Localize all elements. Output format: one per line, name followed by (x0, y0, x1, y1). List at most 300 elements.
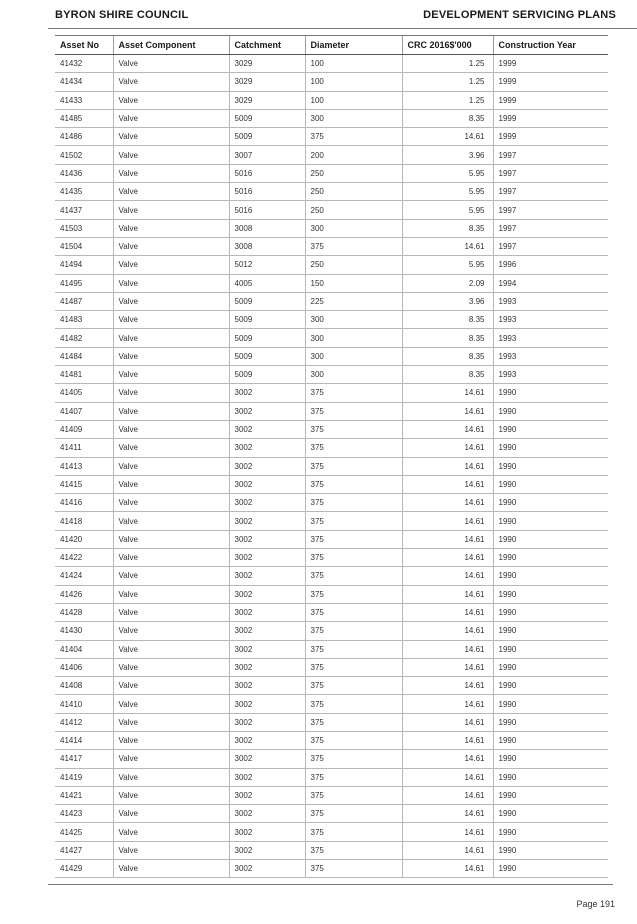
construction-year-cell: 1993 (493, 329, 608, 347)
asset-no-cell: 41486 (55, 128, 113, 146)
construction-year-cell: 1990 (493, 731, 608, 749)
diameter-cell: 375 (305, 860, 402, 878)
catchment-cell: 3002 (229, 402, 305, 420)
table-row (55, 860, 608, 878)
table-row (55, 475, 608, 493)
table-header-row (55, 36, 608, 55)
crc-cell: 14.61 (402, 786, 493, 804)
table-row (55, 512, 608, 530)
construction-year-cell: 1990 (493, 786, 608, 804)
catchment-cell: 3002 (229, 622, 305, 640)
table-row (55, 841, 608, 859)
column-header-crc: CRC 2016$'000 (402, 36, 493, 55)
table-row (55, 786, 608, 804)
table-row (55, 420, 608, 438)
crc-cell: 1.25 (402, 55, 493, 73)
crc-cell: 5.95 (402, 256, 493, 274)
crc-cell: 14.61 (402, 475, 493, 493)
construction-year-cell: 1997 (493, 219, 608, 237)
construction-year-cell: 1990 (493, 439, 608, 457)
table-row (55, 640, 608, 658)
asset-no-cell: 41483 (55, 311, 113, 329)
diameter-cell: 100 (305, 73, 402, 91)
crc-cell: 14.61 (402, 237, 493, 255)
catchment-cell: 5016 (229, 164, 305, 182)
diameter-cell: 375 (305, 695, 402, 713)
asset-component-cell: Valve (113, 311, 229, 329)
diameter-cell: 300 (305, 219, 402, 237)
column-header-asset-component: Asset Component (113, 36, 229, 55)
asset-component-cell: Valve (113, 329, 229, 347)
diameter-cell: 375 (305, 841, 402, 859)
asset-component-cell: Valve (113, 750, 229, 768)
construction-year-cell: 1990 (493, 768, 608, 786)
crc-cell: 14.61 (402, 677, 493, 695)
asset-no-cell: 41417 (55, 750, 113, 768)
crc-cell: 14.61 (402, 549, 493, 567)
asset-no-cell: 41405 (55, 384, 113, 402)
page-number: Page 191 (576, 899, 615, 909)
diameter-cell: 375 (305, 640, 402, 658)
crc-cell: 1.25 (402, 91, 493, 109)
construction-year-cell: 1997 (493, 237, 608, 255)
table-row (55, 91, 608, 109)
diameter-cell: 250 (305, 256, 402, 274)
catchment-cell: 3029 (229, 73, 305, 91)
asset-component-cell: Valve (113, 128, 229, 146)
construction-year-cell: 1990 (493, 402, 608, 420)
table-row (55, 494, 608, 512)
asset-no-cell: 41487 (55, 292, 113, 310)
catchment-cell: 3002 (229, 677, 305, 695)
crc-cell: 14.61 (402, 860, 493, 878)
catchment-cell: 3002 (229, 457, 305, 475)
table-row (55, 750, 608, 768)
asset-component-cell: Valve (113, 439, 229, 457)
catchment-cell: 3002 (229, 439, 305, 457)
asset-no-cell: 41432 (55, 55, 113, 73)
catchment-cell: 3002 (229, 384, 305, 402)
asset-component-cell: Valve (113, 146, 229, 164)
table-row (55, 55, 608, 73)
asset-component-cell: Valve (113, 201, 229, 219)
asset-component-cell: Valve (113, 109, 229, 127)
asset-component-cell: Valve (113, 55, 229, 73)
table-row (55, 146, 608, 164)
catchment-cell: 5016 (229, 201, 305, 219)
catchment-cell: 5009 (229, 311, 305, 329)
table-row (55, 311, 608, 329)
diameter-cell: 150 (305, 274, 402, 292)
construction-year-cell: 1994 (493, 274, 608, 292)
asset-no-cell: 41414 (55, 731, 113, 749)
crc-cell: 8.35 (402, 109, 493, 127)
table-row (55, 603, 608, 621)
diameter-cell: 375 (305, 585, 402, 603)
diameter-cell: 375 (305, 786, 402, 804)
asset-no-cell: 41420 (55, 530, 113, 548)
crc-cell: 14.61 (402, 439, 493, 457)
diameter-cell: 200 (305, 146, 402, 164)
diameter-cell: 375 (305, 603, 402, 621)
construction-year-cell: 1990 (493, 713, 608, 731)
asset-no-cell: 41504 (55, 237, 113, 255)
catchment-cell: 5009 (229, 109, 305, 127)
asset-no-cell: 41485 (55, 109, 113, 127)
asset-component-cell: Valve (113, 530, 229, 548)
construction-year-cell: 1993 (493, 366, 608, 384)
table-row (55, 695, 608, 713)
table-row (55, 585, 608, 603)
asset-no-cell: 41415 (55, 475, 113, 493)
catchment-cell: 3008 (229, 219, 305, 237)
catchment-cell: 3002 (229, 530, 305, 548)
table-row (55, 457, 608, 475)
asset-no-cell: 41430 (55, 622, 113, 640)
asset-component-cell: Valve (113, 713, 229, 731)
crc-cell: 8.35 (402, 219, 493, 237)
asset-no-cell: 41436 (55, 164, 113, 182)
diameter-cell: 375 (305, 658, 402, 676)
crc-cell: 14.61 (402, 512, 493, 530)
construction-year-cell: 1990 (493, 750, 608, 768)
table-row (55, 622, 608, 640)
construction-year-cell: 1999 (493, 55, 608, 73)
catchment-cell: 3029 (229, 55, 305, 73)
catchment-cell: 3002 (229, 768, 305, 786)
diameter-cell: 300 (305, 347, 402, 365)
diameter-cell: 100 (305, 55, 402, 73)
asset-component-cell: Valve (113, 366, 229, 384)
asset-no-cell: 41409 (55, 420, 113, 438)
asset-component-cell: Valve (113, 292, 229, 310)
table-row (55, 439, 608, 457)
diameter-cell: 250 (305, 183, 402, 201)
asset-no-cell: 41416 (55, 494, 113, 512)
asset-component-cell: Valve (113, 805, 229, 823)
crc-cell: 14.61 (402, 494, 493, 512)
asset-no-cell: 41419 (55, 768, 113, 786)
table-row (55, 768, 608, 786)
diameter-cell: 300 (305, 329, 402, 347)
diameter-cell: 375 (305, 512, 402, 530)
crc-cell: 14.61 (402, 768, 493, 786)
crc-cell: 14.61 (402, 713, 493, 731)
diameter-cell: 375 (305, 713, 402, 731)
diameter-cell: 375 (305, 384, 402, 402)
catchment-cell: 5012 (229, 256, 305, 274)
asset-no-cell: 41421 (55, 786, 113, 804)
catchment-cell: 3002 (229, 640, 305, 658)
construction-year-cell: 1990 (493, 677, 608, 695)
crc-cell: 14.61 (402, 750, 493, 768)
construction-year-cell: 1997 (493, 146, 608, 164)
construction-year-cell: 1996 (493, 256, 608, 274)
construction-year-cell: 1990 (493, 384, 608, 402)
crc-cell: 14.61 (402, 457, 493, 475)
council-name: BYRON SHIRE COUNCIL (55, 9, 189, 21)
construction-year-cell: 1990 (493, 823, 608, 841)
construction-year-cell: 1990 (493, 457, 608, 475)
construction-year-cell: 1990 (493, 622, 608, 640)
table-row (55, 73, 608, 91)
construction-year-cell: 1990 (493, 695, 608, 713)
crc-cell: 14.61 (402, 384, 493, 402)
table-row (55, 128, 608, 146)
asset-no-cell: 41408 (55, 677, 113, 695)
asset-component-cell: Valve (113, 823, 229, 841)
construction-year-cell: 1990 (493, 567, 608, 585)
column-header-catchment: Catchment (229, 36, 305, 55)
asset-component-cell: Valve (113, 731, 229, 749)
construction-year-cell: 1993 (493, 292, 608, 310)
catchment-cell: 3007 (229, 146, 305, 164)
table-row (55, 274, 608, 292)
asset-no-cell: 41418 (55, 512, 113, 530)
asset-no-cell: 41429 (55, 860, 113, 878)
diameter-cell: 375 (305, 549, 402, 567)
construction-year-cell: 1993 (493, 311, 608, 329)
table-row (55, 805, 608, 823)
asset-no-cell: 41410 (55, 695, 113, 713)
catchment-cell: 3002 (229, 603, 305, 621)
asset-component-cell: Valve (113, 622, 229, 640)
crc-cell: 14.61 (402, 695, 493, 713)
asset-component-cell: Valve (113, 219, 229, 237)
diameter-cell: 300 (305, 109, 402, 127)
table-row (55, 329, 608, 347)
crc-cell: 5.95 (402, 164, 493, 182)
construction-year-cell: 1990 (493, 841, 608, 859)
construction-year-cell: 1990 (493, 549, 608, 567)
table-row (55, 347, 608, 365)
asset-no-cell: 41434 (55, 73, 113, 91)
diameter-cell: 250 (305, 164, 402, 182)
diameter-cell: 375 (305, 402, 402, 420)
diameter-cell: 375 (305, 420, 402, 438)
catchment-cell: 3002 (229, 475, 305, 493)
table-row (55, 731, 608, 749)
asset-component-cell: Valve (113, 567, 229, 585)
asset-component-cell: Valve (113, 274, 229, 292)
construction-year-cell: 1997 (493, 164, 608, 182)
diameter-cell: 375 (305, 768, 402, 786)
diameter-cell: 100 (305, 91, 402, 109)
asset-no-cell: 41406 (55, 658, 113, 676)
construction-year-cell: 1990 (493, 805, 608, 823)
table-row (55, 713, 608, 731)
asset-no-cell: 41482 (55, 329, 113, 347)
crc-cell: 3.96 (402, 292, 493, 310)
asset-component-cell: Valve (113, 164, 229, 182)
asset-component-cell: Valve (113, 73, 229, 91)
document-title: DEVELOPMENT SERVICING PLANS (423, 9, 616, 21)
asset-no-cell: 41495 (55, 274, 113, 292)
crc-cell: 3.96 (402, 146, 493, 164)
catchment-cell: 5009 (229, 347, 305, 365)
asset-no-cell: 41425 (55, 823, 113, 841)
header-divider (48, 28, 637, 29)
table-row (55, 256, 608, 274)
table-row (55, 183, 608, 201)
catchment-cell: 3002 (229, 420, 305, 438)
catchment-cell: 3002 (229, 585, 305, 603)
catchment-cell: 3002 (229, 805, 305, 823)
asset-component-cell: Valve (113, 420, 229, 438)
construction-year-cell: 1990 (493, 530, 608, 548)
asset-component-cell: Valve (113, 695, 229, 713)
catchment-cell: 3002 (229, 713, 305, 731)
asset-component-cell: Valve (113, 768, 229, 786)
catchment-cell: 3002 (229, 695, 305, 713)
catchment-cell: 4005 (229, 274, 305, 292)
catchment-cell: 3008 (229, 237, 305, 255)
table-row (55, 823, 608, 841)
column-header-asset-no: Asset No (55, 36, 113, 55)
construction-year-cell: 1990 (493, 603, 608, 621)
diameter-cell: 375 (305, 622, 402, 640)
catchment-cell: 3002 (229, 841, 305, 859)
crc-cell: 14.61 (402, 823, 493, 841)
asset-component-cell: Valve (113, 494, 229, 512)
asset-component-cell: Valve (113, 475, 229, 493)
diameter-cell: 300 (305, 311, 402, 329)
construction-year-cell: 1990 (493, 640, 608, 658)
catchment-cell: 3002 (229, 750, 305, 768)
construction-year-cell: 1990 (493, 494, 608, 512)
construction-year-cell: 1999 (493, 73, 608, 91)
asset-no-cell: 41484 (55, 347, 113, 365)
asset-component-cell: Valve (113, 786, 229, 804)
asset-component-cell: Valve (113, 91, 229, 109)
table-row (55, 677, 608, 695)
diameter-cell: 375 (305, 128, 402, 146)
catchment-cell: 3002 (229, 512, 305, 530)
construction-year-cell: 1997 (493, 183, 608, 201)
crc-cell: 8.35 (402, 329, 493, 347)
diameter-cell: 375 (305, 439, 402, 457)
asset-component-cell: Valve (113, 549, 229, 567)
asset-no-cell: 41423 (55, 805, 113, 823)
asset-no-cell: 41435 (55, 183, 113, 201)
asset-component-cell: Valve (113, 658, 229, 676)
construction-year-cell: 1999 (493, 91, 608, 109)
construction-year-cell: 1990 (493, 860, 608, 878)
asset-component-cell: Valve (113, 183, 229, 201)
construction-year-cell: 1990 (493, 658, 608, 676)
construction-year-cell: 1999 (493, 109, 608, 127)
asset-no-cell: 41437 (55, 201, 113, 219)
construction-year-cell: 1990 (493, 420, 608, 438)
crc-cell: 5.95 (402, 201, 493, 219)
diameter-cell: 375 (305, 677, 402, 695)
asset-component-cell: Valve (113, 841, 229, 859)
catchment-cell: 5016 (229, 183, 305, 201)
column-header-diameter: Diameter (305, 36, 402, 55)
crc-cell: 1.25 (402, 73, 493, 91)
table-row (55, 567, 608, 585)
crc-cell: 14.61 (402, 530, 493, 548)
diameter-cell: 250 (305, 201, 402, 219)
catchment-cell: 3002 (229, 494, 305, 512)
table-row (55, 549, 608, 567)
column-header-construction-year: Construction Year (493, 36, 608, 55)
construction-year-cell: 1990 (493, 475, 608, 493)
footer-divider (48, 884, 613, 885)
table-row (55, 366, 608, 384)
asset-no-cell: 41427 (55, 841, 113, 859)
asset-table (55, 35, 608, 878)
catchment-cell: 5009 (229, 329, 305, 347)
diameter-cell: 225 (305, 292, 402, 310)
crc-cell: 14.61 (402, 841, 493, 859)
asset-component-cell: Valve (113, 603, 229, 621)
asset-no-cell: 41413 (55, 457, 113, 475)
diameter-cell: 375 (305, 494, 402, 512)
catchment-cell: 5009 (229, 128, 305, 146)
asset-component-cell: Valve (113, 677, 229, 695)
table-row (55, 384, 608, 402)
asset-no-cell: 41428 (55, 603, 113, 621)
crc-cell: 14.61 (402, 731, 493, 749)
table-row (55, 402, 608, 420)
crc-cell: 14.61 (402, 420, 493, 438)
crc-cell: 8.35 (402, 366, 493, 384)
crc-cell: 2.09 (402, 274, 493, 292)
asset-no-cell: 41404 (55, 640, 113, 658)
catchment-cell: 3002 (229, 860, 305, 878)
crc-cell: 14.61 (402, 622, 493, 640)
construction-year-cell: 1990 (493, 585, 608, 603)
crc-cell: 5.95 (402, 183, 493, 201)
catchment-cell: 5009 (229, 366, 305, 384)
crc-cell: 8.35 (402, 311, 493, 329)
diameter-cell: 375 (305, 237, 402, 255)
asset-no-cell: 41412 (55, 713, 113, 731)
construction-year-cell: 1990 (493, 512, 608, 530)
asset-component-cell: Valve (113, 860, 229, 878)
asset-component-cell: Valve (113, 256, 229, 274)
diameter-cell: 375 (305, 457, 402, 475)
crc-cell: 14.61 (402, 805, 493, 823)
asset-no-cell: 41503 (55, 219, 113, 237)
crc-cell: 8.35 (402, 347, 493, 365)
table-row (55, 164, 608, 182)
asset-component-cell: Valve (113, 585, 229, 603)
diameter-cell: 375 (305, 475, 402, 493)
table-row (55, 237, 608, 255)
table-row (55, 658, 608, 676)
diameter-cell: 375 (305, 823, 402, 841)
catchment-cell: 3029 (229, 91, 305, 109)
crc-cell: 14.61 (402, 128, 493, 146)
asset-no-cell: 41433 (55, 91, 113, 109)
crc-cell: 14.61 (402, 603, 493, 621)
crc-cell: 14.61 (402, 640, 493, 658)
table-row (55, 109, 608, 127)
construction-year-cell: 1997 (493, 201, 608, 219)
asset-component-cell: Valve (113, 640, 229, 658)
asset-no-cell: 41494 (55, 256, 113, 274)
catchment-cell: 3002 (229, 658, 305, 676)
diameter-cell: 375 (305, 530, 402, 548)
crc-cell: 14.61 (402, 402, 493, 420)
diameter-cell: 375 (305, 750, 402, 768)
table-row (55, 530, 608, 548)
diameter-cell: 375 (305, 731, 402, 749)
asset-no-cell: 41422 (55, 549, 113, 567)
asset-no-cell: 41411 (55, 439, 113, 457)
